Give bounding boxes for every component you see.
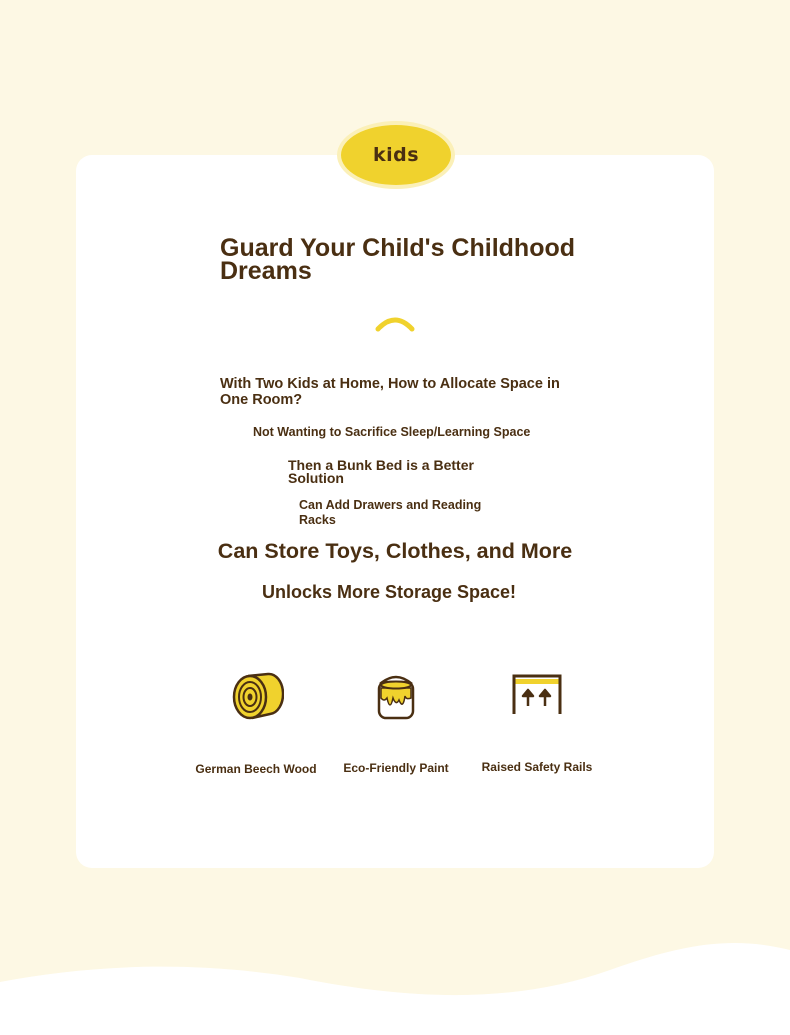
feature-beech-wood	[186, 670, 326, 776]
wood-log-icon	[228, 670, 284, 722]
kids-badge-label: kids	[372, 144, 420, 166]
kids-badge	[341, 125, 451, 185]
feature-label: Raised Safety Rails	[481, 760, 593, 774]
feature-safety-rails	[467, 670, 607, 774]
bottom-wave	[0, 930, 790, 1035]
feature-label: German Beech Wood	[195, 762, 317, 776]
question-line: With Two Kids at Home, How to Allocate Space in One Room?	[220, 376, 560, 408]
feature-eco-paint	[326, 670, 466, 775]
safety-rail-icon	[511, 670, 563, 716]
arc-divider-icon	[374, 313, 416, 333]
feature-label: Eco-Friendly Paint	[343, 761, 449, 775]
solution-line: Then a Bunk Bed is a Better Solution	[288, 457, 474, 486]
drawers-line: Can Add Drawers and Reading Racks	[299, 498, 482, 527]
space-line: Not Wanting to Sacrifice Sleep/Learning Space	[253, 425, 531, 439]
storage-subheadline: Unlocks More Storage Space!	[261, 582, 517, 602]
storage-headline: Can Store Toys, Clothes, and More	[217, 539, 573, 563]
page-title: Guard Your Child's Childhood Dreams	[220, 234, 576, 285]
paint-bucket-icon	[376, 670, 416, 722]
